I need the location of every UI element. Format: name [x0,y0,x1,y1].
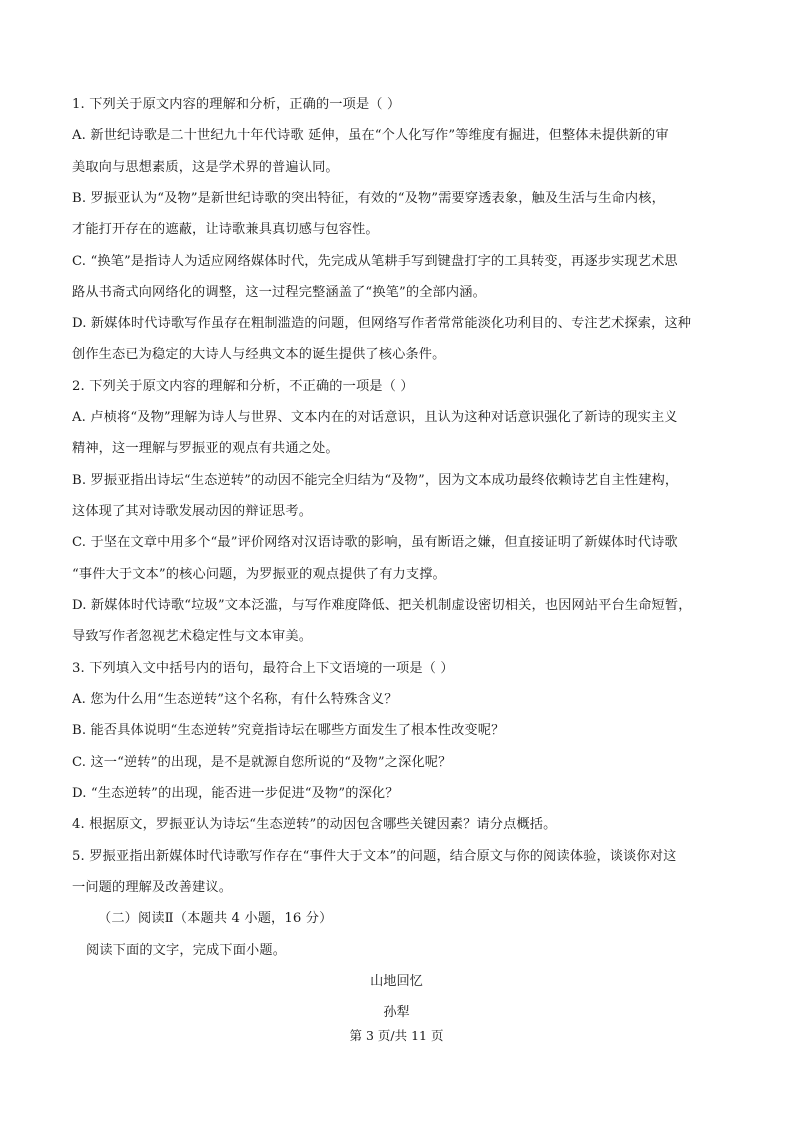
q5-stem-line1: 5. 罗振亚指出新媒体时代诗歌写作存在“事件大于文本”的问题，结合原文与你的阅读体验，谈谈你对这 [72,849,677,864]
q3-option-c: C. 这一“逆转”的出现，是不是就源自您所说的“及物”之深化呢？ [72,755,452,770]
section-intro: 阅读下面的文字，完成下面小题。 [86,943,287,958]
q2-option-b-line2: 这体现了其对诗歌发展动因的辩证思考。 [72,504,313,519]
q2-stem: 2. 下列关于原文内容的理解和分析，不正确的一项是（ ） [72,379,414,394]
q2-option-d-line2: 导致写作者忽视艺术稳定性与文本审美。 [72,629,313,644]
q3-stem: 3. 下列填入文中括号内的语句，最符合上下文语境的一项是（ ） [72,661,454,676]
section-heading: （二）阅读Ⅱ（本题共 4 小题，16 分） [98,911,333,926]
q1-option-c-line2: 路从书斋式向网络化的调整，这一过程完整涵盖了“换笔”的全部内涵。 [72,285,486,300]
q1-option-b-line2: 才能打开存在的遮蔽，让诗歌兼具真切感与包容性。 [72,222,379,237]
story-title: 山地回忆 [370,974,423,989]
q1-option-d-line2: 创作生态已为稳定的大诗人与经典文本的诞生提供了核心条件。 [72,347,446,362]
q2-option-a-line1: A. 卢桢将“及物”理解为诗人与世界、文本内在的对话意识，且认为这种对话意识强化了新诗的现实主义 [72,410,678,425]
q4-stem: 4. 根据原文，罗振亚认为诗坛“生态逆转”的动因包含哪些关键因素？请分点概括。 [72,817,557,832]
page-footer: 第 3 页/共 11 页 [349,1028,444,1043]
q1-option-b-line1: B. 罗振亚认为“及物”是新世纪诗歌的突出特征，有效的“及物”需要穿透表象，触及生活与生命内核， [72,191,665,206]
q3-option-a: A. 您为什么用“生态逆转”这个名称，有什么特殊含义？ [72,692,398,707]
q1-option-d-line1: D. 新媒体时代诗歌写作虽存在粗制滥造的问题，但网络写作者常常能淡化功利目的、专注艺术探索，这种 [72,316,692,331]
q2-option-a-line2: 精神，这一理解与罗振亚的观点有共通之处。 [72,441,339,456]
q2-option-c-line1: C. 于坚在文章中用多个“最”评价网络对汉语诗歌的影响，虽有断语之嫌，但直接证明了新媒体时代诗歌 [72,535,678,550]
q2-option-d-line1: D. 新媒体时代诗歌“垃圾”文本泛滥，与写作难度降低、把关机制虚设密切相关，也因网站平台生命短暂， [72,598,692,613]
q3-option-d: D. “生态逆转”的出现，能否进一步促进“及物”的深化？ [72,786,399,801]
q1-stem: 1. 下列关于原文内容的理解和分析，正确的一项是（ ） [72,97,401,112]
q1-option-a-line1: A. 新世纪诗歌是二十世纪九十年代诗歌 延伸，虽在“个人化写作”等维度有掘进，但整体未提供新的审 [72,128,669,143]
q1-option-c-line1: C. “换笔”是指诗人为适应网络媒体时代，先完成从笔耕手写到键盘打字的工具转变，再逐步实现艺术思 [72,254,678,269]
q5-stem-line2: 一问题的理解及改善建议。 [72,880,233,895]
story-author: 孙犁 [383,1005,410,1020]
q1-option-a-line2: 美取向与思想素质，这是学术界的普遍认同。 [72,160,339,175]
q2-option-c-line2: “事件大于文本”的核心问题，为罗振亚的观点提供了有力支撑。 [72,567,446,582]
q3-option-b: B. 能否具体说明“生态逆转”究竟指诗坛在哪些方面发生了根本性改变呢？ [72,723,505,738]
q2-option-b-line1: B. 罗振亚指出诗坛“生态逆转”的动因不能完全归结为“及物”，因为文本成功最终依赖诗艺自主性建构， [72,473,679,488]
